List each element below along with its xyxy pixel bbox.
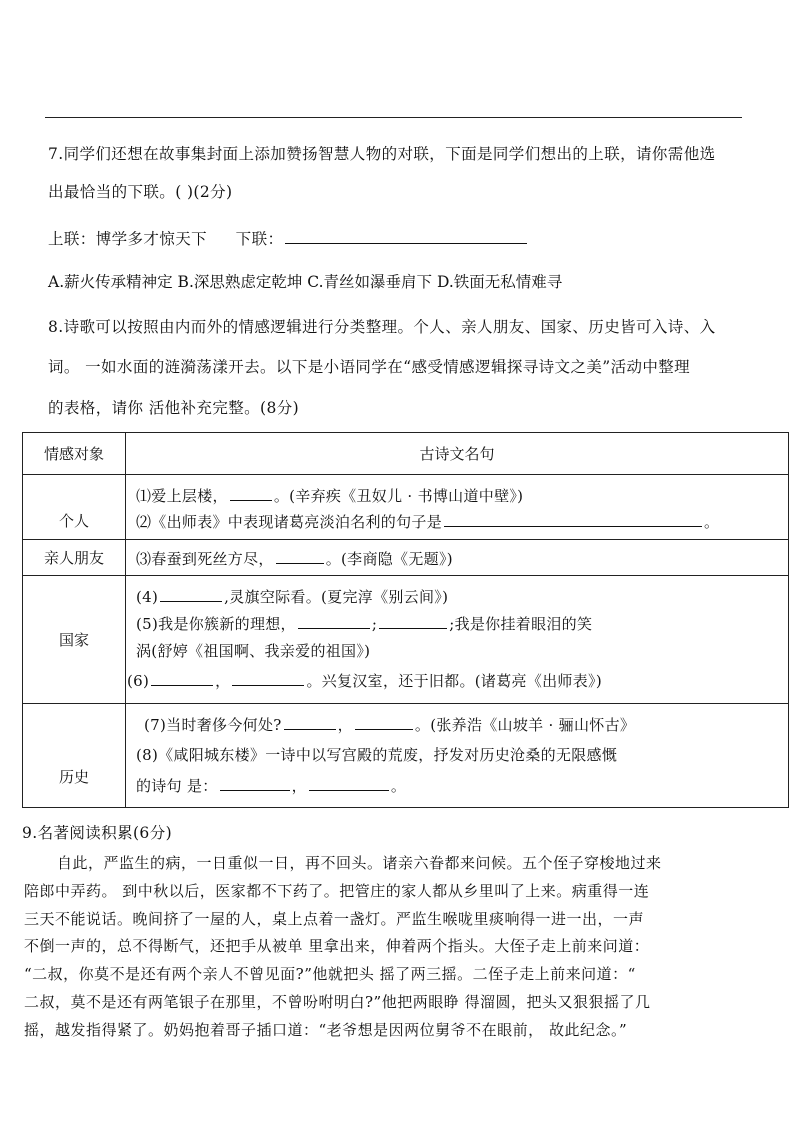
q7-couplet-row bbox=[48, 227, 529, 249]
blank-11[interactable] bbox=[220, 775, 290, 791]
q9-passage-line7: 摇，越发指得紧了。奶妈抱着哥子插口道：“老爷想是因两位舅爷不在眼前， 故此纪念。” bbox=[24, 1021, 628, 1039]
q9-passage-line2: 陪郎中弄药。 到中秋以后，医家都不下药了。把管庄的家人都从乡里叫了上来。病重得一连 bbox=[24, 882, 650, 900]
table-row-history bbox=[23, 704, 789, 808]
q7-options: A.薪火传承精神定 B.深思熟虑定乾坤 C.青丝如瀑垂肩下 D.铁面无私情难寻 bbox=[48, 273, 563, 291]
q7-upper-couplet: 上联：博学多才惊天下 bbox=[48, 230, 208, 248]
history-line1-pre: (7)当时奢侈今何处? bbox=[144, 716, 282, 734]
q9-passage-line1: 自此，严监生的病，一日重似一日，再不回头。诸亲六眷都来问候。五个侄子穿梭地过来 bbox=[57, 854, 662, 872]
blank-12[interactable] bbox=[309, 775, 389, 791]
history-line1-comma: ， bbox=[337, 716, 353, 734]
family-line1-pre: ⑶春蚕到死丝方尽， bbox=[136, 550, 274, 568]
country-line4-post: 。兴复汉室，还于旧都。(诸葛亮《出师表》) bbox=[306, 672, 602, 690]
poetry-table bbox=[22, 432, 789, 808]
row-label-family: 亲人朋友 bbox=[23, 540, 126, 576]
row-content-history bbox=[126, 704, 789, 808]
country-line4-comma: ， bbox=[215, 672, 231, 690]
q7-line1: 7.同学们还想在故事集封面上添加赞扬智慧人物的对联，下面是同学们想出的上联，请你需他选 bbox=[48, 145, 716, 163]
row-content-country bbox=[126, 576, 789, 704]
blank-5[interactable] bbox=[298, 613, 370, 629]
blank-6[interactable] bbox=[379, 613, 447, 629]
header-emotion-object: 情感对象 bbox=[23, 433, 126, 475]
personal-line2-pre: ⑵《出师表》中表现诸葛亮淡泊名利的句子是 bbox=[136, 513, 443, 531]
history-line2: (8)《咸阳城东楼》一诗中以写宫殿的荒废，抒发对历史沧桑的无限感慨 bbox=[136, 746, 618, 764]
row-content-family bbox=[126, 540, 789, 576]
personal-line1 bbox=[136, 485, 523, 506]
q9-passage-line5: “二叔，你莫不是还有两个亲人不曾见面?”他就把头 摇了两三摇。二侄子走上前来问道：“ bbox=[24, 965, 636, 983]
q9-passage-line4: 不倒一声的，总不得断气，还把手从被单 里拿出来，伸着两个指头。大侄子走上前来问道： bbox=[24, 937, 650, 955]
country-line4-pre: (6) bbox=[127, 672, 150, 690]
personal-line1-pre: ⑴爱上层楼， bbox=[136, 487, 228, 505]
blank-8[interactable] bbox=[232, 670, 304, 686]
country-line1 bbox=[136, 586, 448, 607]
history-line1 bbox=[144, 714, 635, 735]
personal-line1-post: 。(辛弃疾《丑奴儿 · 书博山道中壁》) bbox=[273, 487, 524, 505]
history-line3-comma: ， bbox=[291, 777, 307, 795]
country-line3: 涡(舒婷《祖国啊、我亲爱的祖国》) bbox=[136, 642, 371, 660]
q7-line2: 出最恰当的下联。( )(2分) bbox=[48, 183, 233, 201]
q8-line1: 8.诗歌可以按照由内而外的情感逻辑进行分类整理。个人、亲人朋友、国家、历史皆可入诗、入 bbox=[48, 318, 716, 336]
country-line2 bbox=[136, 613, 592, 634]
q9-passage-line3: 三天不能说话。晚间挤了一屋的人，桌上点着一盏灯。严监生喉咙里痰响得一进一出，一声 bbox=[24, 910, 645, 928]
family-line1-post: 。(李商隐《无题》) bbox=[325, 550, 453, 568]
row-label-personal: 个人 bbox=[23, 475, 126, 540]
blank-9[interactable] bbox=[284, 714, 336, 730]
row-label-history: 历史 bbox=[23, 704, 126, 808]
history-line1-post: 。(张养浩《山坡羊 · 骊山怀古》 bbox=[414, 716, 636, 734]
q8-line2: 词。 一如水面的涟漪荡漾开去。以下是小语同学在“感受情感逻辑探寻诗文之美”活动中整理 bbox=[48, 358, 691, 376]
blank-10[interactable] bbox=[355, 714, 413, 730]
table-row-family bbox=[23, 540, 789, 576]
q9-passage-line6: 二叔，莫不是还有两笔银子在那里，不曾吩咐明白?”他把两眼睁 得溜圆，把头又狠狠摇了几 bbox=[24, 993, 651, 1011]
blank-1[interactable] bbox=[230, 485, 272, 501]
history-line3-pre: 的诗句 是： bbox=[136, 777, 218, 795]
history-line3 bbox=[136, 775, 406, 796]
q7-answer-blank[interactable] bbox=[285, 228, 527, 244]
country-line2-semicolon: ; bbox=[371, 615, 378, 633]
row-label-country: 国家 bbox=[23, 576, 126, 704]
history-line3-post: 。 bbox=[390, 777, 407, 795]
blank-4[interactable] bbox=[160, 586, 222, 602]
row-content-personal bbox=[126, 475, 789, 540]
q9-title: 9.名著阅读积累(6分) bbox=[22, 824, 173, 842]
blank-2[interactable] bbox=[444, 511, 702, 527]
table-header-row bbox=[23, 433, 789, 475]
q7-lower-label: 下联： bbox=[235, 230, 284, 248]
family-line1 bbox=[136, 548, 453, 569]
personal-line2-post: 。 bbox=[704, 513, 720, 531]
country-line2-post: ;我是你挂着眼泪的笑 bbox=[449, 615, 593, 633]
country-line1-pre: (4) bbox=[136, 588, 159, 606]
country-line2-pre: (5)我是你簇新的理想， bbox=[136, 615, 296, 633]
q8-line3: 的表格，请你 活他补充完整。(8分) bbox=[48, 399, 300, 417]
table-row-personal bbox=[23, 475, 789, 540]
personal-line2 bbox=[136, 511, 719, 532]
header-poem-lines: 古诗文名句 bbox=[126, 433, 789, 475]
blank-7[interactable] bbox=[151, 670, 213, 686]
table-row-country bbox=[23, 576, 789, 704]
top-rule bbox=[45, 117, 742, 118]
country-line1-post: ,灵旗空际看。(夏完淳《别云间》) bbox=[224, 588, 449, 606]
country-line4 bbox=[127, 670, 602, 691]
blank-3[interactable] bbox=[276, 548, 324, 564]
